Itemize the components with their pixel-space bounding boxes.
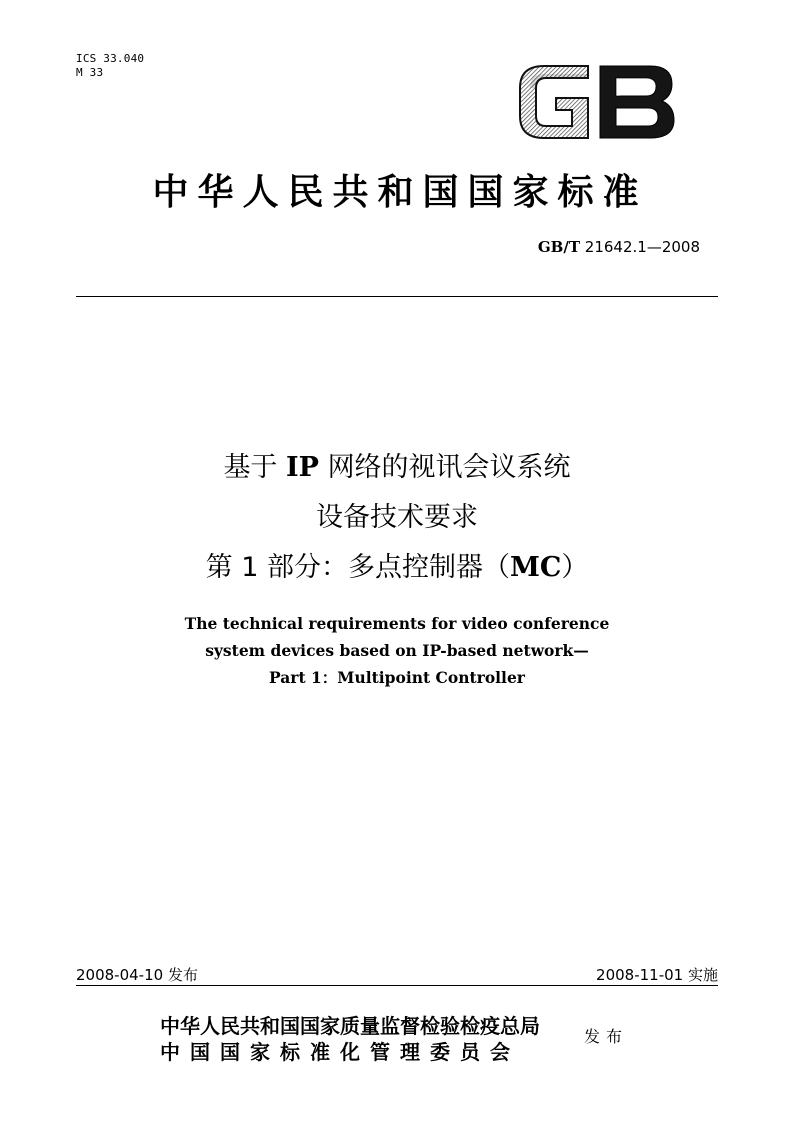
title-cn-line3-pre: 第 1 部分：多点控制器（ [205, 552, 510, 583]
title-cn-line1-latin: IP [286, 452, 319, 483]
country-standard-title: 中华人民共和国国家标准 [152, 171, 648, 213]
publish-label: 发布 [584, 1027, 629, 1046]
header-divider [76, 296, 718, 297]
standard-code: 21642.1—2008 [584, 238, 700, 256]
english-title-line-1: The technical requirements for video conference [184, 614, 610, 633]
classification-codes [76, 52, 144, 80]
chinese-title-line-1 [60, 450, 734, 486]
effective-date: 2008-11-01 实施 [596, 966, 718, 984]
standard-prefix: GB/T [537, 238, 581, 256]
title-cn-line3-post: ） [561, 552, 589, 583]
issuer-sac: 中国国家标准化管理委员会 [160, 1040, 520, 1064]
gb-logo [516, 64, 676, 140]
standard-number [538, 238, 700, 256]
title-cn-line1-pre: 基于 [223, 452, 278, 483]
english-title-line-2: system devices based on IP-based network— [205, 641, 589, 660]
title-cn-line3-latin: MC [509, 552, 562, 583]
english-title-line-3: Part 1：Multipoint Controller [269, 668, 525, 687]
chinese-title-line-2: 设备技术要求 [316, 502, 478, 533]
chinese-title-line-3 [60, 550, 734, 586]
title-cn-line1-post: 网络的视讯会议系统 [327, 452, 571, 483]
ics-code: ICS 33.040 [76, 52, 145, 65]
ccs-code: M 33 [76, 66, 104, 79]
footer-divider [76, 985, 718, 986]
issue-date: 2008-04-10 发布 [76, 966, 198, 984]
issuer-aqsiq: 中华人民共和国国家质量监督检验检疫总局 [160, 1014, 540, 1038]
